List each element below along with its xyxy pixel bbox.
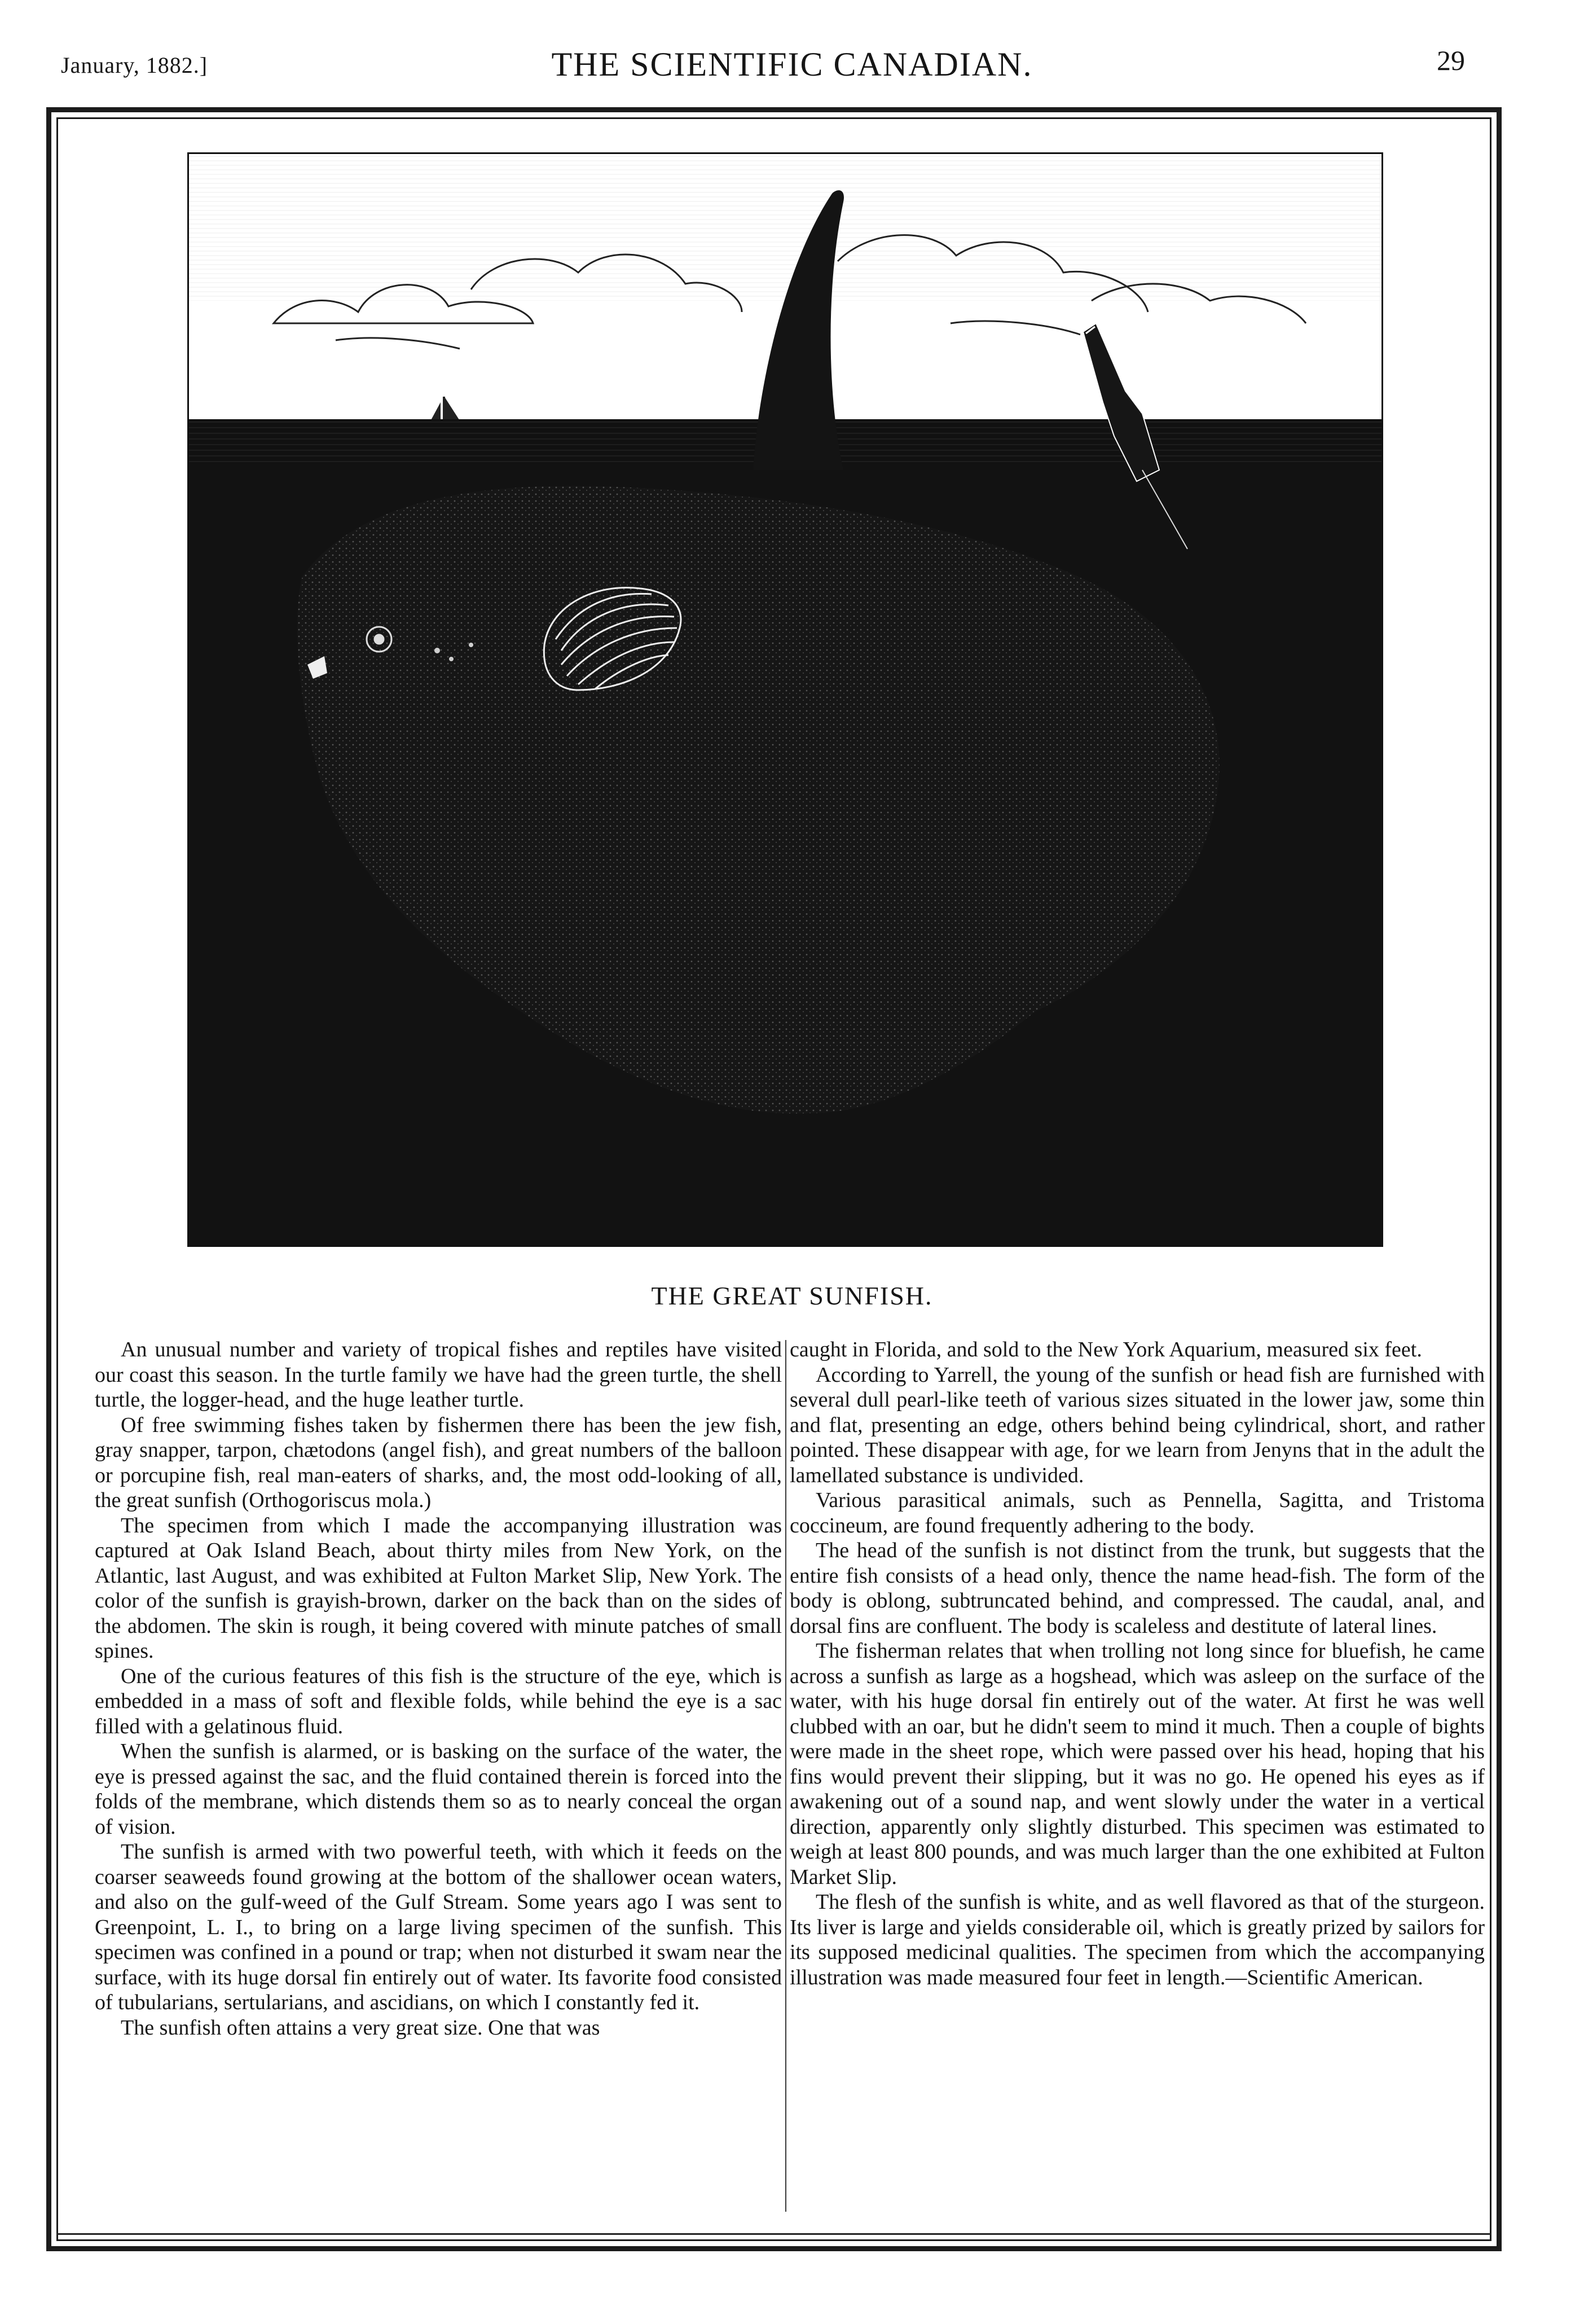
paragraph: When the sunfish is alarmed, or is basking on the surface of the water, the eye is pressed against the sac, and the fluid contained therein is forced into the folds of the membrane, which distends them so as to nearly conceal the organ of vision. (95, 1739, 782, 1839)
publication-title: THE SCIENTIFIC CANADIAN. (551, 46, 1033, 83)
article-column-left (95, 1337, 782, 2217)
paragraph: The flesh of the sunfish is white, and as well flavored as that of the sturgeon. Its liver is large and yields considerable oil, which is greatly prized by sailors for its supposed medicinal qualities. The specimen from which the accompanying illustration was made measured four feet in length.—Scientific American. (790, 1890, 1485, 1989)
paragraph: Of free swimming fishes taken by fishermen there has been the jew fish, gray snapper, tarpon, chætodons (angel fish), and great numbers of the balloon or porcupine fish, real man-eaters of sharks, and, the most odd-looking of all, the great sunfish (Orthogoriscus mola.) (95, 1413, 782, 1512)
paragraph: Various parasitical animals, such as Pennella, Sagitta, and Tristoma coccineum, are found frequently adhering to the body. (790, 1488, 1485, 1537)
bottom-rule (56, 2233, 1491, 2235)
paragraph: One of the curious features of this fish is the structure of the eye, which is embedded in a mass of soft and flexible folds, while behind the eye is a sac filled with a gelatinous fluid. (95, 1664, 782, 1738)
page-header (0, 0, 1584, 85)
paragraph: The specimen from which I made the accompanying illustration was captured at Oak Island Beach, about thirty miles from New York, on the Atlantic, last August, and was exhibited at Fulton Market Slip, New York. The color of the sunfish is grayish-brown, darker on the back than on the sides of the abdomen. The skin is rough, it being covered with minute patches of small spines. (95, 1513, 782, 1663)
article-column-right (790, 1337, 1485, 2217)
page-number: 29 (1437, 45, 1465, 76)
paragraph: The sunfish often attains a very great size. One that was (121, 2015, 600, 2040)
paragraph-continuation: caught in Florida, and sold to the New York Aquarium, measured six feet. (790, 1338, 1422, 1361)
column-divider (785, 1340, 786, 2212)
paragraph: The fisherman relates that when trolling not long since for bluefish, he came across a sunfish as large as a hogshead, which was asleep on the surface of the water, with his huge dorsal fin entirely out of the water. At first he was well clubbed with an oar, but he didn't seem to mind it much. Then a couple of bights were made in the sheet rope, which were passed over his head, hoping that his fins would prevent their slipping, but it was no go. He opened his eyes as if awakening out of a sound nap, and went slowly under the water in a vertical direction, apparently only slightly disturbed. This specimen was estimated to weigh at least 800 pounds, and was much larger than the one exhibited at Fulton Market Slip. (790, 1639, 1485, 1889)
paragraph: The head of the sunfish is not distinct from the trunk, but suggests that the entire fish consists of a head only, thence the name head-fish. The form of the body is oblong, subtruncated behind, and compressed. The caudal, anal, and dorsal fins are confluent. The body is scaleless and destitute of lateral lines. (790, 1539, 1485, 1638)
paragraph: An unusual number and variety of tropical fishes and reptiles have visited our coast this season. In the turtle family we have had the green turtle, the shell turtle, the logger-head, and the huge leather turtle. (95, 1338, 782, 1412)
sunfish-illustration (187, 152, 1383, 1247)
paragraph: According to Yarrell, the young of the sunfish or head fish are furnished with several dull pearl-like teeth of various sizes situated in the lower jaw, some thin and flat, presenting an edge, others behind being cylindrical, short, and rather pointed. These disappear with age, for we learn from Jenyns that in the adult the lamellated substance is undivided. (790, 1363, 1485, 1487)
paragraph: The sunfish is armed with two powerful teeth, with which it feeds on the coarser seaweeds found growing at the bottom of the shallower ocean waters, and also on the gulf-weed of the Gulf Stream. Some years ago I was sent to Greenpoint, L. I., to bring on a large living specimen of the sunfish. This specimen was confined in a pound or trap; when not disturbed it swam near the surface, with its huge dorsal fin entirely out of water. Its favorite food consisted of tubularians, sertularians, and ascidians, on which I constantly fed it. (95, 1840, 782, 2014)
issue-date: January, 1882.] (61, 52, 208, 78)
figure-caption: THE GREAT SUNFISH. (651, 1281, 933, 1310)
